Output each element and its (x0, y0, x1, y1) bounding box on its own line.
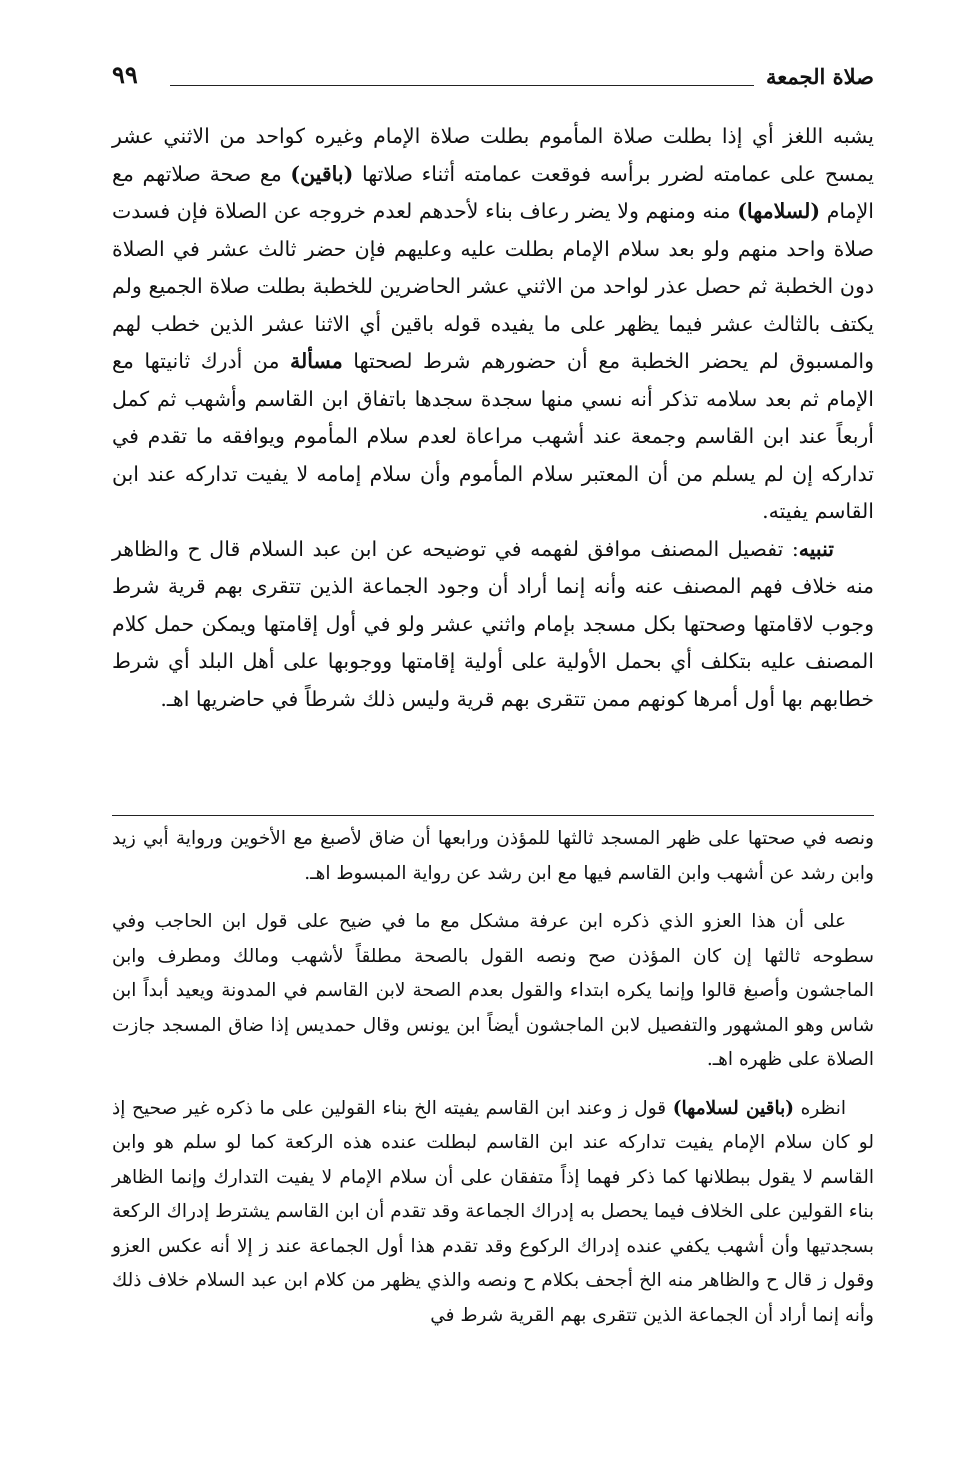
text-run: منه ومنهم ولا يضر رعاف بناء لأحدهم لعدم خروجه عن الصلاة فإن فسدت صلاة واحد منهم ولو بعد سلام الإمام بطلت عليه وعليهم فإن حضر ثالث عشر في الصلاة دون الخطبة ثم حصل عذر لواحد من الاثني عشر الحاضرين للخطبة بطلت صلاة الجميع ولم يكتف بالثالث عشر فيما يظهر على ما يفيده قوله باقين أي الاثنا عشر الذين خطب لهم والمسبوق لم يحضر الخطبة مع أن حضورهم شرط لصحتها (112, 199, 875, 373)
text-run: : تفصيل المصنف موافق لفهمه في توضيحه عن ابن عبد السلام قال ح والظاهر منه خلاف فهم المصنف عنه وأنه إنما أراد أن وجود الجماعة الذين تتقرى بهم قرية شرط وجوب لاقامتها وصحتها بكل مسجد بإمام واثني عشر ولو في أول إقامتها ويمكن حمل كلام المصنف عليه بتكلف أي بحمل الأولية على أولية إقامتها ووجوبها على أهل البلد أي شرط خطابهم بها أول أمرها كونهم ممن تتقرى بهم قرية وليس ذلك شرطاً في حاضريها اهـ. (112, 536, 874, 711)
page-header (112, 58, 874, 98)
footnote-divider (112, 815, 874, 816)
bold-term-baqin: (باقين) (290, 161, 354, 186)
footnote-1: ونصه في صحتها على ظهر المسجد ثالثها للمؤذن ورابعها أن ضاق لأصبغ مع الأخوين ورواية أبي زيد وابن رشد عن أشهب وابن القاسم فيها مع ابن رشد عن رواية المبسوط اهـ. (112, 828, 874, 884)
footnote-3 (112, 1092, 874, 1334)
text-run: يشبه اللغز أي إذا بطلت صلاة المأموم بطلت صلاة الإمام وغيره كواحد من الاثني عشر يمسح على عمامته لضرر برأسه فوقعت عمامته أثناء صلاتها (112, 124, 874, 186)
text-run: مع صحة صلاتهم مع الإمام (112, 161, 874, 223)
bold-term-tanbih: تنبيه (798, 536, 834, 561)
header-rule (170, 85, 754, 86)
text-run: انظره (794, 1097, 847, 1119)
bold-term-baqin-lisalamiha: (باقين لسلامها) (672, 1097, 795, 1119)
main-paragraph-2 (112, 531, 874, 719)
main-text (112, 118, 874, 718)
text-run: قول ز وعند ابن القاسم يفيته الخ بناء القولين على ما ذكره غير صحيح إذ لو كان سلام الإمام يفيت تداركه عند ابن القاسم لبطلت عنده هذه الركعة كما لو سلم هو وابن القاسم لا يقول ببطلانها كما ذكر فهما إذاً متفقان على أن سلام الإمام لا يفيت التدارك وإنما الظاهر بناء القولين على الخلاف فيما يحصل به إدراك الجماعة وقد تقدم أن ابن القاسم يشترط إدراك الركعة بسجدتيها وأن أشهب يكفي عنده إدراك الركوع وقد تقدم هذا أول الجماعة عند ز إلا أنه عكس العزو وقول ز قال ح والظاهر منه الخ أجحف بكلام ح ونصه والذي يظهر من كلام ابن عبد السلام خلاف ذلك وأنه إنما أراد أن الجماعة الذين تتقرى بهم القرية شرط في (112, 1097, 874, 1326)
bold-term-masala: مسألة (290, 349, 343, 373)
chapter-title: صلاة الجمعة (766, 64, 874, 89)
page-number: ٩٩ (112, 60, 138, 89)
text-run: من أدرك ثانيتها مع الإمام ثم بعد سلامه تذكر أنه نسي منها سجدة سجدها باتفاق ابن القاسم وأشهب ثم كمل أربعاً عند ابن القاسم وجمعة عند أشهب مراعاة لعدم سلام المأموم ويوافقه ما تقدم في تداركه إن لم يسلم من أن المعتبر سلام المأموم وأن سلام إمامه لا يفيت تداركه عند ابن القاسم يفيته. (112, 349, 874, 523)
footnotes (112, 822, 874, 1347)
main-paragraph-1 (112, 118, 874, 531)
bold-term-lisalamiha: (لسلامها) (737, 199, 821, 223)
footnote-2: على أن هذا العزو الذي ذكره ابن عرفة مشكل مع ما في ضيح على قول ابن الحاجب وفي سطوحه ثالثها إن كان المؤذن صح ونصه القول بالصحة مطلقاً لأشهب ومالك ومطرف وابن الماجشون وأصبغ قالوا وإنما يكره ابتداء والقول بعدم الصحة لابن القاسم في المدونة ويعيد أبداً ابن شاس وهو المشهور والتفصيل لابن الماجشون أيضاً ابن يونس وقال حمديس إذا ضاق المسجد جازت الصلاة على ظهره اهـ. (112, 911, 874, 1070)
